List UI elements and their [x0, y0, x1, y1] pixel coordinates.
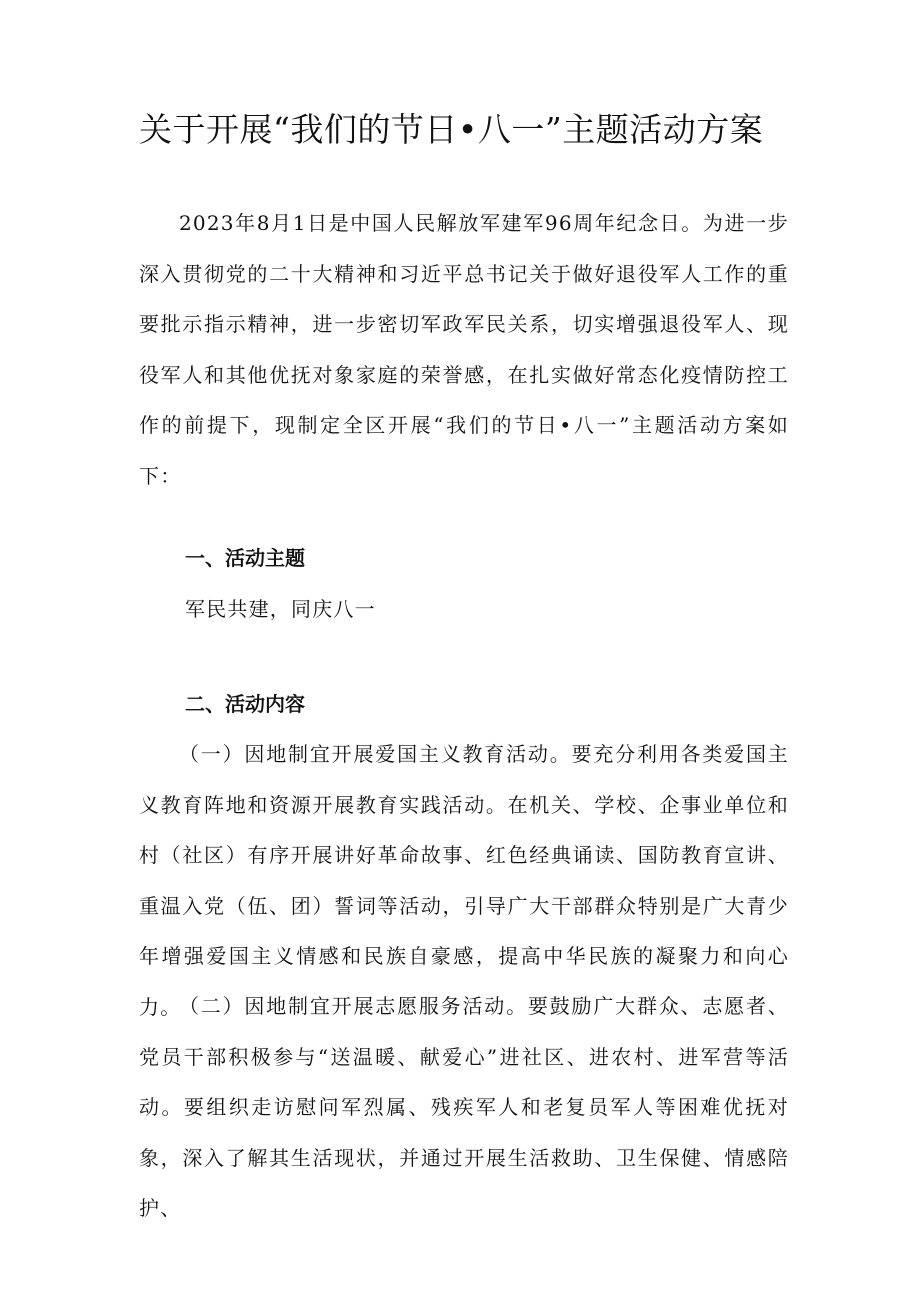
document-title: 关于开展“我们的节日•八一”主题活动方案	[139, 110, 764, 149]
theme-text: 军民共建，同庆八一	[185, 597, 376, 621]
intro-paragraph: 2023年8月1日是中国人民解放军建军96周年纪念日。为进一步深入贯彻党的二十大精神和习近平总书记关于做好退役军人工作的重要批示指示精神，进一步密切军政军民关系，切实增强退役军人、现役军人和其他优抚对象家庭的荣誉感，在扎实做好常态化疫情防控工作的前提下，现制定全区开展“我们的节日•八一”主题活动方案如下：	[139, 211, 789, 488]
section-heading-theme: 一、活动主题	[185, 546, 305, 570]
content-item-2: （二）因地制宜开展志愿服务活动。要鼓励广大群众、志愿者、党员干部积极参与“送温暖、献爱心”进社区、进农村、进军营等活动。要组织走访慰问军烈属、残疾军人和老复员军人等困难优抚对象，深入了解其生活现状，并通过开展生活救助、卫生保健、情感陪护、	[139, 994, 789, 1220]
section-heading-content: 二、活动内容	[185, 692, 305, 716]
content-item-1: （一）因地制宜开展爱国主义教育活动。要充分利用各类爱国主义教育阵地和资源开展教育实践活动。在机关、学校、企事业单位和村（社区）有序开展讲好革命故事、红色经典诵读、国防教育宣讲、重温入党（伍、团）誓词等活动，引导广大干部群众特别是广大青少年增强爱国主义情感和民族自豪感，提高中华民族的凝聚力和向心力。	[139, 742, 789, 1019]
